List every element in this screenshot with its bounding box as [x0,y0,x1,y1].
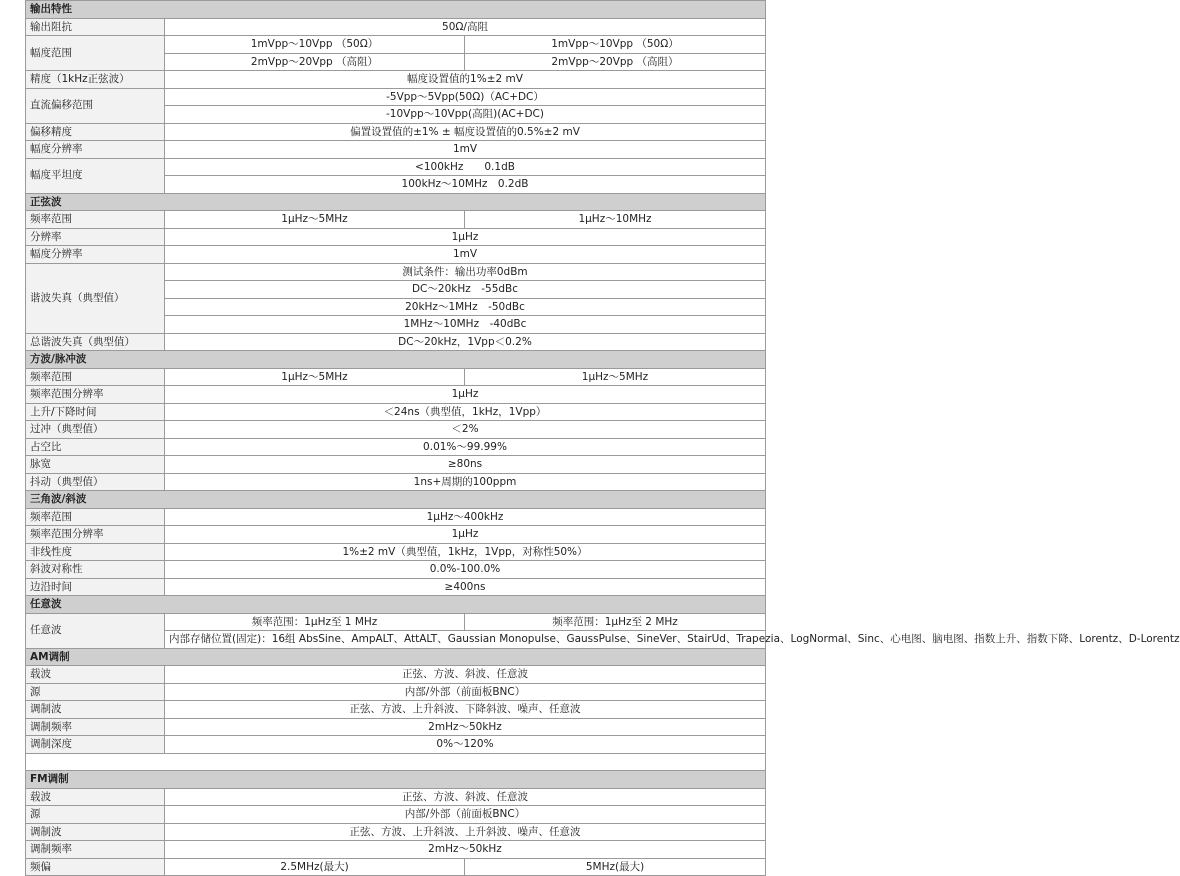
spec-row [26,823,766,841]
spec-value: ＜24ns（典型值，1kHz，1Vpp） [165,403,766,421]
section-title: 方波/脉冲波 [26,351,766,369]
spec-value: -10Vpp～10Vpp(高阻)(AC+DC) [165,106,766,124]
section-title: 任意波 [26,596,766,614]
spec-row [26,228,766,246]
spec-row [26,456,766,474]
spec-row [26,858,766,876]
spec-row [26,36,766,54]
spec-row [26,246,766,264]
spec-sheet [25,0,1180,876]
spec-label: 频率范围分辨率 [26,386,165,404]
spec-label: 调制频率 [26,841,165,859]
spec-value: 内部/外部（前面板BNC） [165,683,766,701]
spec-value: 5MHz(最大) [465,858,766,876]
spec-value: 频率范围：1μHz至 1 MHz [165,613,465,631]
spec-row [26,18,766,36]
section-header-row [26,351,766,369]
spec-label: 频率范围 [26,508,165,526]
spec-value: 2mHz～50kHz [165,841,766,859]
arb-storage-list: 内部存储位置(固定)：16组 AbsSine、AmpALT、AttALT、Gaussian Monopulse、GaussPulse、SineVer、StairUd、Trapezia、LogNormal、Sinc、心电图、脑电图、指数上升、指数下降、Lorentz、D-Lorentz [165,631,766,649]
spec-label: 幅度分辨率 [26,246,165,264]
spec-row [26,386,766,404]
spec-row [26,526,766,544]
spec-label: 分辨率 [26,228,165,246]
spec-row [26,736,766,754]
spec-label: 幅度范围 [26,36,165,71]
spec-value: 2mVpp～20Vpp （高阻） [165,53,465,71]
spec-row [26,613,766,631]
spec-label: 调制频率 [26,718,165,736]
section-title: 输出特性 [26,1,766,19]
spec-value: 1mVpp～10Vpp （50Ω） [465,36,766,54]
spec-label: 非线性度 [26,543,165,561]
spec-row [26,578,766,596]
spec-value: ≥400ns [165,578,766,596]
spec-label: 占空比 [26,438,165,456]
spec-row [26,403,766,421]
spec-value: 内部/外部（前面板BNC） [165,806,766,824]
spec-label: 谐波失真（典型值） [26,263,165,333]
spec-label: 上升/下降时间 [26,403,165,421]
spec-label: 幅度分辨率 [26,141,165,159]
spec-value: 1%±2 mV（典型值，1kHz，1Vpp，对称性50%） [165,543,766,561]
spec-row [26,683,766,701]
spec-label: 调制深度 [26,736,165,754]
spec-row [26,71,766,89]
spec-value: 1μHz [165,526,766,544]
spec-value: 1μHz [165,228,766,246]
spec-value: 1μHz [165,386,766,404]
section-title: FM调制 [26,771,766,789]
spec-value: 0.0%-100.0% [165,561,766,579]
spec-row [26,211,766,229]
spec-label: 源 [26,683,165,701]
spec-row [26,841,766,859]
spec-value: 正弦、方波、斜波、任意波 [165,788,766,806]
spec-row [26,368,766,386]
section-header-row [26,648,766,666]
spec-label: 频率范围 [26,368,165,386]
spec-label: 斜波对称性 [26,561,165,579]
spec-label: 源 [26,806,165,824]
section-title: 正弦波 [26,193,766,211]
spec-value: -5Vpp～5Vpp(50Ω)（AC+DC） [165,88,766,106]
spec-value: 1μHz～5MHz [165,368,465,386]
spec-value: <100kHz 0.1dB [165,158,766,176]
spec-row [26,561,766,579]
spec-label: 幅度平坦度 [26,158,165,193]
spec-row [26,666,766,684]
spec-value: 1μHz～5MHz [165,211,465,229]
spec-value: 2mHz～50kHz [165,718,766,736]
spec-row [26,718,766,736]
spec-row [26,421,766,439]
spec-row [26,508,766,526]
spec-label: 总谐波失真（典型值） [26,333,165,351]
spec-label: 载波 [26,666,165,684]
spec-value: ＜2% [165,421,766,439]
spec-row [26,88,766,106]
section-title: 三角波/斜波 [26,491,766,509]
spec-value: 1μHz～5MHz [465,368,766,386]
spec-row [26,701,766,719]
spec-value: 1μHz～10MHz [465,211,766,229]
spec-value: 100kHz～10MHz 0.2dB [165,176,766,194]
spec-label: 频率范围分辨率 [26,526,165,544]
spec-row [26,806,766,824]
section-header-row [26,491,766,509]
spec-row [26,473,766,491]
section-header-row [26,193,766,211]
spec-label: 精度（1kHz正弦波） [26,71,165,89]
spec-value: 1MHz～10MHz -40dBc [165,316,766,334]
spec-value: 1mV [165,141,766,159]
spec-value: DC～20kHz，1Vpp＜0.2% [165,333,766,351]
spec-value: 2.5MHz(最大) [165,858,465,876]
spec-value: 50Ω/高阻 [165,18,766,36]
spec-value: 正弦、方波、上升斜波、下降斜波、噪声、任意波 [165,701,766,719]
spec-value: 测试条件：输出功率0dBm [165,263,766,281]
spec-value: ≥80ns [165,456,766,474]
spec-value: 1ns+周期的100ppm [165,473,766,491]
spec-value: 正弦、方波、斜波、任意波 [165,666,766,684]
spec-row [26,158,766,176]
spec-label: 抖动（典型值） [26,473,165,491]
spec-label: 频率范围 [26,211,165,229]
section-header-row [26,596,766,614]
spec-value: 0.01%～99.99% [165,438,766,456]
spec-row [26,438,766,456]
spec-value: 2mVpp～20Vpp （高阻） [465,53,766,71]
spec-label: 载波 [26,788,165,806]
spec-value: 频率范围：1μHz至 2 MHz [465,613,766,631]
spec-label: 调制波 [26,701,165,719]
spec-label: 直流偏移范围 [26,88,165,123]
spec-value: DC～20kHz -55dBc [165,281,766,299]
spec-label: 输出阻抗 [26,18,165,36]
spec-label: 脉宽 [26,456,165,474]
spec-value: 1mVpp～10Vpp （50Ω） [165,36,465,54]
spec-value: 正弦、方波、上升斜波、上升斜波、噪声、任意波 [165,823,766,841]
spec-row [26,141,766,159]
spec-label: 调制波 [26,823,165,841]
spec-row [26,123,766,141]
spec-row [26,788,766,806]
spec-label: 频偏 [26,858,165,876]
spec-label: 偏移精度 [26,123,165,141]
spec-value: 0%～120% [165,736,766,754]
spec-label: 过冲（典型值） [26,421,165,439]
section-title: AM调制 [26,648,766,666]
spec-value: 偏置设置值的±1% ± 幅度设置值的0.5%±2 mV [165,123,766,141]
spec-row [26,263,766,281]
section-header-row [26,1,766,19]
section-gap [26,753,766,771]
spec-table [25,0,1180,876]
spec-label: 边沿时间 [26,578,165,596]
spec-value: 幅度设置值的1%±2 mV [165,71,766,89]
section-header-row [26,771,766,789]
spec-row [26,333,766,351]
spec-value: 1μHz～400kHz [165,508,766,526]
spec-row [26,543,766,561]
spec-value: 1mV [165,246,766,264]
spec-label: 任意波 [26,613,165,648]
spec-value: 20kHz～1MHz -50dBc [165,298,766,316]
